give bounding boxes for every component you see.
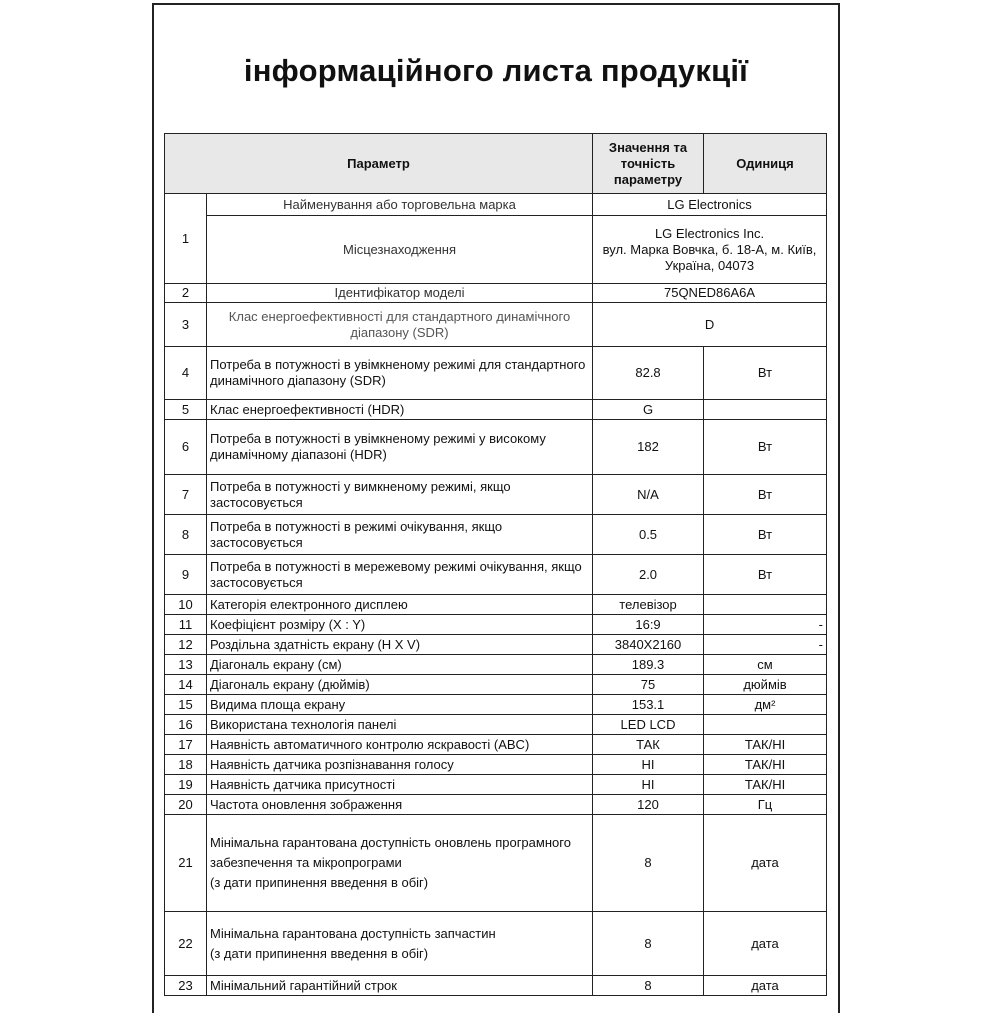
row-number: 12 <box>165 635 207 655</box>
row-value: G <box>593 400 704 420</box>
label-line: застосовується <box>210 534 303 550</box>
table-row <box>165 303 827 347</box>
row-number: 16 <box>165 715 207 735</box>
header-unit: Одиниця <box>704 134 827 194</box>
row-unit <box>704 595 827 615</box>
label-line: Потреба в потужності в увімкненому режимі у високому <box>210 431 546 446</box>
label-line: забезпечення та мікропрограми <box>210 855 402 870</box>
address-line: Україна, 04073 <box>664 257 755 273</box>
row-value: ТАК <box>593 735 704 755</box>
table-row <box>165 695 827 715</box>
row-number: 10 <box>165 595 207 615</box>
row-label <box>207 303 593 347</box>
header-value-line: Значення та <box>608 139 688 155</box>
label-line: Потреба в потужності в увімкненому режимі для стандартного <box>210 357 586 372</box>
row-number: 3 <box>165 303 207 347</box>
row-number: 21 <box>165 815 207 912</box>
row-unit: Вт <box>704 515 827 555</box>
row-unit: см <box>704 655 827 675</box>
label-line: (з дати припинення введення в обіг) <box>210 945 429 961</box>
row-unit: ТАК/НІ <box>704 775 827 795</box>
label-line: Мінімальна гарантована доступність оновлень програмного <box>210 835 571 850</box>
row-number: 13 <box>165 655 207 675</box>
row-number: 17 <box>165 735 207 755</box>
row-unit: дюймів <box>704 675 827 695</box>
row-value: 8 <box>593 912 704 976</box>
label-line: застосовується <box>210 574 303 590</box>
row-number: 1 <box>165 194 207 284</box>
table-row <box>165 400 827 420</box>
row-value: 8 <box>593 976 704 996</box>
row-unit: - <box>704 615 827 635</box>
row-label: Діагональ екрану (дюймів) <box>207 675 593 695</box>
row-unit: ТАК/НІ <box>704 735 827 755</box>
table-row <box>165 420 827 475</box>
table-row <box>165 675 827 695</box>
label-line: динамічному діапазоні (HDR) <box>210 447 387 462</box>
row-number: 2 <box>165 284 207 303</box>
row-number: 14 <box>165 675 207 695</box>
label-line: (з дати припинення введення в обіг) <box>210 875 429 890</box>
row-value: 75QNED86A6A <box>593 284 827 303</box>
row-value: D <box>593 303 827 347</box>
label-line: динамічного діапазону (SDR) <box>210 373 386 388</box>
row-value: 3840X2160 <box>593 635 704 655</box>
row-value: 82.8 <box>593 347 704 400</box>
row-label: Частота оновлення зображення <box>207 795 593 815</box>
table-row <box>165 635 827 655</box>
row-label <box>207 420 593 475</box>
table-row <box>165 815 827 912</box>
row-label <box>207 555 593 595</box>
row-label: Клас енергоефективності (HDR) <box>207 400 593 420</box>
table-row <box>165 475 827 515</box>
row-number: 22 <box>165 912 207 976</box>
row-value: 0.5 <box>593 515 704 555</box>
row-number: 19 <box>165 775 207 795</box>
row-unit: Гц <box>704 795 827 815</box>
header-parameter: Параметр <box>165 134 593 194</box>
row-value: 16:9 <box>593 615 704 635</box>
row-unit: Вт <box>704 555 827 595</box>
row-unit: Вт <box>704 420 827 475</box>
row-value: 2.0 <box>593 555 704 595</box>
row-value: 182 <box>593 420 704 475</box>
row-unit: дата <box>704 976 827 996</box>
row-label <box>207 475 593 515</box>
header-value-line: параметру <box>613 171 683 187</box>
row-label: Найменування або торговельна марка <box>207 194 593 216</box>
row-label <box>207 347 593 400</box>
table-row <box>165 347 827 400</box>
row-value-address <box>593 216 827 284</box>
table-header-row <box>165 134 827 194</box>
table-row <box>165 595 827 615</box>
row-number: 9 <box>165 555 207 595</box>
row-number: 11 <box>165 615 207 635</box>
row-number: 5 <box>165 400 207 420</box>
row-label: Мінімальний гарантійний строк <box>207 976 593 996</box>
product-info-table <box>164 133 827 996</box>
address-line: LG Electronics Inc. <box>654 225 765 241</box>
table-row <box>165 515 827 555</box>
table-row <box>165 615 827 635</box>
address-line: вул. Марка Вовчка, б. 18-А, м. Київ, <box>602 241 817 257</box>
row-value: LED LCD <box>593 715 704 735</box>
row-number: 8 <box>165 515 207 555</box>
row-value: 8 <box>593 815 704 912</box>
table-row <box>165 912 827 976</box>
table-row <box>165 735 827 755</box>
row-unit: Вт <box>704 475 827 515</box>
row-label: Наявність автоматичного контролю яскравості (ABC) <box>207 735 593 755</box>
row-value: 153.1 <box>593 695 704 715</box>
row-label: Наявність датчика присутності <box>207 775 593 795</box>
table-row <box>165 775 827 795</box>
table-row <box>165 555 827 595</box>
table-row <box>165 715 827 735</box>
row-value: телевізор <box>593 595 704 615</box>
header-value-line: точність <box>620 155 676 171</box>
row-label <box>207 815 593 912</box>
row-label: Роздільна здатність екрану (H X V) <box>207 635 593 655</box>
row-unit <box>704 400 827 420</box>
row-value: 189.3 <box>593 655 704 675</box>
label-line: Потреба в потужності у вимкненому режимі, якщо <box>210 478 511 494</box>
row-label <box>207 912 593 976</box>
table-row <box>165 795 827 815</box>
row-number: 20 <box>165 795 207 815</box>
row-label: Коефіцієнт розміру (X : Y) <box>207 615 593 635</box>
label-line: Клас енергоефективності для стандартного динамічного <box>228 308 571 324</box>
table-row <box>165 655 827 675</box>
row-label: Діагональ екрану (см) <box>207 655 593 675</box>
row-unit <box>704 715 827 735</box>
row-value: LG Electronics <box>593 194 827 216</box>
row-unit: дата <box>704 912 827 976</box>
row-unit: дата <box>704 815 827 912</box>
row-value: НІ <box>593 755 704 775</box>
row-label: Видима площа екрану <box>207 695 593 715</box>
row-label: Використана технологія панелі <box>207 715 593 735</box>
row-unit: Вт <box>704 347 827 400</box>
table-row <box>165 976 827 996</box>
label-line: застосовується <box>210 494 303 510</box>
row-label: Місцезнаходження <box>207 216 593 284</box>
row-value: 75 <box>593 675 704 695</box>
row-label: Категорія електронного дисплею <box>207 595 593 615</box>
row-unit: ТАК/НІ <box>704 755 827 775</box>
row-label: Ідентифікатор моделі <box>207 284 593 303</box>
table-row <box>165 284 827 303</box>
row-value: N/A <box>593 475 704 515</box>
row-label <box>207 515 593 555</box>
label-line: Потреба в потужності в режимі очікування, якщо <box>210 518 503 534</box>
row-unit: - <box>704 635 827 655</box>
header-value <box>593 134 704 194</box>
row-number: 7 <box>165 475 207 515</box>
label-line: Потреба в потужності в мережевому режимі очікування, якщо <box>210 558 582 574</box>
table-row <box>165 194 827 216</box>
table-row <box>165 755 827 775</box>
row-number: 23 <box>165 976 207 996</box>
row-number: 6 <box>165 420 207 475</box>
table-row <box>165 216 827 284</box>
row-number: 15 <box>165 695 207 715</box>
label-line: діапазону (SDR) <box>350 324 449 340</box>
row-value: 120 <box>593 795 704 815</box>
row-number: 18 <box>165 755 207 775</box>
row-unit: дм² <box>704 695 827 715</box>
page-title: інформаційного листа продукції <box>243 53 749 88</box>
row-label: Наявність датчика розпізнавання голосу <box>207 755 593 775</box>
label-line: Мінімальна гарантована доступність запчастин <box>210 925 496 941</box>
row-value: НІ <box>593 775 704 795</box>
row-number: 4 <box>165 347 207 400</box>
